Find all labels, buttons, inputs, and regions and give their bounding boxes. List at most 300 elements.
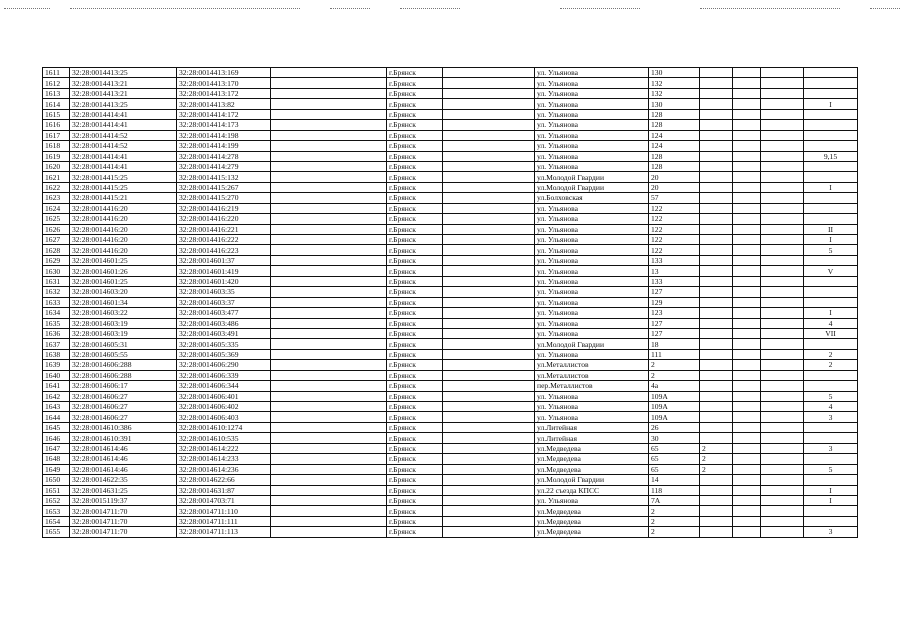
settlement-cell: г.Брянск <box>387 151 443 161</box>
col-empty-d-cell <box>733 203 761 213</box>
house-number-cell: 118 <box>649 485 700 495</box>
row-number-cell: 1654 <box>43 516 70 526</box>
settlement-cell: г.Брянск <box>387 308 443 318</box>
row-number-cell: 1620 <box>43 161 70 171</box>
street-cell: ул.Литейная <box>535 422 649 432</box>
col-empty-a-cell <box>271 130 387 140</box>
col-empty-d-cell <box>733 485 761 495</box>
parcel-cadastral-number-cell: 32:28:0014414:52 <box>70 141 177 151</box>
street-cell: ул.Литейная <box>535 433 649 443</box>
parcel-cadastral-number-cell: 32:28:0014610:391 <box>70 433 177 443</box>
house-number-cell: 128 <box>649 151 700 161</box>
building-part-cell <box>700 381 733 391</box>
street-cell: ул. Ульянова <box>535 328 649 338</box>
street-cell: ул. Ульянова <box>535 109 649 119</box>
house-number-cell: 2 <box>649 360 700 370</box>
apartment-cell: I <box>804 485 858 495</box>
parcel-cadastral-number-cell: 32:28:0014711:70 <box>70 516 177 526</box>
table-row <box>43 527 858 537</box>
row-number-cell: 1655 <box>43 527 70 537</box>
table-row <box>43 506 858 516</box>
house-number-cell: 122 <box>649 245 700 255</box>
apartment-cell <box>804 433 858 443</box>
street-cell: ул. Ульянова <box>535 391 649 401</box>
settlement-cell: г.Брянск <box>387 516 443 526</box>
row-number-cell: 1612 <box>43 78 70 88</box>
object-cadastral-number-cell: 32:28:0014606:290 <box>177 360 271 370</box>
col-empty-b-cell <box>443 130 535 140</box>
col-empty-e-cell <box>761 328 804 338</box>
col-empty-b-cell <box>443 527 535 537</box>
table-row <box>43 182 858 192</box>
col-empty-e-cell <box>761 276 804 286</box>
table-row <box>43 68 858 78</box>
building-part-cell <box>700 402 733 412</box>
apartment-cell <box>804 78 858 88</box>
col-empty-a-cell <box>271 443 387 453</box>
col-empty-a-cell <box>271 485 387 495</box>
house-number-cell: 65 <box>649 464 700 474</box>
col-empty-b-cell <box>443 443 535 453</box>
settlement-cell: г.Брянск <box>387 349 443 359</box>
street-cell: ул. Ульянова <box>535 224 649 234</box>
house-number-cell: 2 <box>649 370 700 380</box>
col-empty-d-cell <box>733 120 761 130</box>
col-empty-e-cell <box>761 235 804 245</box>
object-cadastral-number-cell: 32:28:0014631:87 <box>177 485 271 495</box>
building-part-cell <box>700 328 733 338</box>
object-cadastral-number-cell: 32:28:0014603:35 <box>177 287 271 297</box>
col-empty-d-cell <box>733 245 761 255</box>
building-part-cell <box>700 120 733 130</box>
house-number-cell: 65 <box>649 443 700 453</box>
col-empty-a-cell <box>271 151 387 161</box>
table-row <box>43 255 858 265</box>
object-cadastral-number-cell: 32:28:0014605:335 <box>177 339 271 349</box>
col-empty-d-cell <box>733 527 761 537</box>
col-empty-a-cell <box>271 422 387 432</box>
settlement-cell: г.Брянск <box>387 391 443 401</box>
row-number-cell: 1618 <box>43 141 70 151</box>
settlement-cell: г.Брянск <box>387 402 443 412</box>
street-cell: ул. Ульянова <box>535 349 649 359</box>
col-empty-b-cell <box>443 433 535 443</box>
col-empty-e-cell <box>761 475 804 485</box>
house-number-cell: 127 <box>649 328 700 338</box>
settlement-cell: г.Брянск <box>387 161 443 171</box>
table-body <box>43 68 858 538</box>
parcel-cadastral-number-cell: 32:28:0014606:288 <box>70 360 177 370</box>
row-number-cell: 1641 <box>43 381 70 391</box>
col-empty-a-cell <box>271 412 387 422</box>
settlement-cell: г.Брянск <box>387 475 443 485</box>
col-empty-a-cell <box>271 203 387 213</box>
street-cell: ул. Ульянова <box>535 68 649 78</box>
col-empty-b-cell <box>443 422 535 432</box>
object-cadastral-number-cell: 32:28:0014414:278 <box>177 151 271 161</box>
col-empty-b-cell <box>443 349 535 359</box>
col-empty-e-cell <box>761 224 804 234</box>
parcel-cadastral-number-cell: 32:28:0014416:20 <box>70 214 177 224</box>
col-empty-e-cell <box>761 161 804 171</box>
col-empty-b-cell <box>443 412 535 422</box>
col-empty-d-cell <box>733 506 761 516</box>
col-empty-e-cell <box>761 454 804 464</box>
col-empty-d-cell <box>733 78 761 88</box>
col-empty-e-cell <box>761 402 804 412</box>
object-cadastral-number-cell: 32:28:0014606:401 <box>177 391 271 401</box>
row-number-cell: 1647 <box>43 443 70 453</box>
col-empty-e-cell <box>761 130 804 140</box>
col-empty-b-cell <box>443 172 535 182</box>
parcel-cadastral-number-cell: 32:28:0014601:25 <box>70 276 177 286</box>
col-empty-d-cell <box>733 182 761 192</box>
apartment-cell: 5 <box>804 245 858 255</box>
settlement-cell: г.Брянск <box>387 141 443 151</box>
object-cadastral-number-cell: 32:28:0014614:236 <box>177 464 271 474</box>
col-empty-a-cell <box>271 433 387 443</box>
table-row <box>43 245 858 255</box>
col-empty-b-cell <box>443 339 535 349</box>
building-part-cell <box>700 255 733 265</box>
house-number-cell: 124 <box>649 141 700 151</box>
table-row <box>43 308 858 318</box>
street-cell: ул.Металлистов <box>535 370 649 380</box>
object-cadastral-number-cell: 32:28:0014601:420 <box>177 276 271 286</box>
object-cadastral-number-cell: 32:28:0014413:169 <box>177 68 271 78</box>
apartment-cell <box>804 297 858 307</box>
apartment-cell <box>804 255 858 265</box>
house-number-cell: 132 <box>649 88 700 98</box>
col-empty-e-cell <box>761 412 804 422</box>
street-cell: ул. Ульянова <box>535 235 649 245</box>
parcel-cadastral-number-cell: 32:28:0014606:288 <box>70 370 177 380</box>
table-row <box>43 328 858 338</box>
settlement-cell: г.Брянск <box>387 495 443 505</box>
house-number-cell: 65 <box>649 454 700 464</box>
col-empty-e-cell <box>761 381 804 391</box>
row-number-cell: 1625 <box>43 214 70 224</box>
object-cadastral-number-cell: 32:28:0014601:419 <box>177 266 271 276</box>
apartment-cell: 3 <box>804 443 858 453</box>
parcel-cadastral-number-cell: 32:28:0014711:70 <box>70 527 177 537</box>
col-empty-a-cell <box>271 214 387 224</box>
apartment-cell <box>804 203 858 213</box>
building-part-cell: 2 <box>700 443 733 453</box>
col-empty-e-cell <box>761 78 804 88</box>
street-cell: ул. Ульянова <box>535 78 649 88</box>
col-empty-e-cell <box>761 172 804 182</box>
settlement-cell: г.Брянск <box>387 422 443 432</box>
col-empty-d-cell <box>733 297 761 307</box>
street-cell: ул.22 съезда КПСС <box>535 485 649 495</box>
col-empty-e-cell <box>761 120 804 130</box>
object-cadastral-number-cell: 32:28:0014603:37 <box>177 297 271 307</box>
building-part-cell <box>700 235 733 245</box>
col-empty-d-cell <box>733 422 761 432</box>
col-empty-d-cell <box>733 318 761 328</box>
house-number-cell: 2 <box>649 516 700 526</box>
object-cadastral-number-cell: 32:28:0014415:132 <box>177 172 271 182</box>
apartment-cell <box>804 161 858 171</box>
row-number-cell: 1621 <box>43 172 70 182</box>
col-empty-e-cell <box>761 88 804 98</box>
row-number-cell: 1632 <box>43 287 70 297</box>
apartment-cell <box>804 516 858 526</box>
table-row <box>43 495 858 505</box>
settlement-cell: г.Брянск <box>387 88 443 98</box>
house-number-cell: 14 <box>649 475 700 485</box>
street-cell: ул.Медведева <box>535 464 649 474</box>
table-row <box>43 433 858 443</box>
parcel-cadastral-number-cell: 32:28:0014606:27 <box>70 402 177 412</box>
row-number-cell: 1613 <box>43 88 70 98</box>
col-empty-b-cell <box>443 297 535 307</box>
house-number-cell: 57 <box>649 193 700 203</box>
col-empty-b-cell <box>443 475 535 485</box>
col-empty-e-cell <box>761 422 804 432</box>
apartment-cell <box>804 370 858 380</box>
col-empty-b-cell <box>443 255 535 265</box>
row-number-cell: 1631 <box>43 276 70 286</box>
settlement-cell: г.Брянск <box>387 99 443 109</box>
settlement-cell: г.Брянск <box>387 255 443 265</box>
col-empty-d-cell <box>733 130 761 140</box>
parcel-cadastral-number-cell: 32:28:0014606:27 <box>70 391 177 401</box>
parcel-cadastral-number-cell: 32:28:0014601:25 <box>70 255 177 265</box>
table-row <box>43 266 858 276</box>
apartment-cell: 4 <box>804 318 858 328</box>
parcel-cadastral-number-cell: 32:28:0014614:46 <box>70 443 177 453</box>
col-empty-a-cell <box>271 255 387 265</box>
building-part-cell <box>700 68 733 78</box>
col-empty-b-cell <box>443 495 535 505</box>
col-empty-b-cell <box>443 360 535 370</box>
col-empty-d-cell <box>733 328 761 338</box>
table-row <box>43 370 858 380</box>
parcel-cadastral-number-cell: 32:28:0014413:25 <box>70 68 177 78</box>
table-row <box>43 475 858 485</box>
house-number-cell: 128 <box>649 120 700 130</box>
row-number-cell: 1628 <box>43 245 70 255</box>
street-cell: ул. Ульянова <box>535 203 649 213</box>
col-empty-b-cell <box>443 328 535 338</box>
settlement-cell: г.Брянск <box>387 328 443 338</box>
street-cell: ул. Ульянова <box>535 88 649 98</box>
apartment-cell <box>804 381 858 391</box>
parcel-cadastral-number-cell: 32:28:0014414:41 <box>70 109 177 119</box>
apartment-cell: 2 <box>804 349 858 359</box>
col-empty-e-cell <box>761 433 804 443</box>
col-empty-a-cell <box>271 349 387 359</box>
col-empty-a-cell <box>271 161 387 171</box>
col-empty-d-cell <box>733 161 761 171</box>
col-empty-b-cell <box>443 402 535 412</box>
parcel-cadastral-number-cell: 32:28:0014614:46 <box>70 464 177 474</box>
col-empty-b-cell <box>443 224 535 234</box>
street-cell: ул. Ульянова <box>535 214 649 224</box>
settlement-cell: г.Брянск <box>387 78 443 88</box>
street-cell: ул.Молодой Гвардии <box>535 172 649 182</box>
col-empty-b-cell <box>443 214 535 224</box>
col-empty-b-cell <box>443 381 535 391</box>
object-cadastral-number-cell: 32:28:0014622:66 <box>177 475 271 485</box>
settlement-cell: г.Брянск <box>387 109 443 119</box>
col-empty-d-cell <box>733 412 761 422</box>
settlement-cell: г.Брянск <box>387 224 443 234</box>
table-row <box>43 161 858 171</box>
building-part-cell <box>700 506 733 516</box>
house-number-cell: 20 <box>649 182 700 192</box>
col-empty-a-cell <box>271 235 387 245</box>
table-row <box>43 443 858 453</box>
col-empty-a-cell <box>271 141 387 151</box>
table-row <box>43 297 858 307</box>
object-cadastral-number-cell: 32:28:0014414:199 <box>177 141 271 151</box>
object-cadastral-number-cell: 32:28:0014416:222 <box>177 235 271 245</box>
table-row <box>43 172 858 182</box>
house-number-cell: 122 <box>649 224 700 234</box>
col-empty-b-cell <box>443 485 535 495</box>
building-part-cell <box>700 214 733 224</box>
col-empty-b-cell <box>443 287 535 297</box>
table-row <box>43 516 858 526</box>
row-number-cell: 1637 <box>43 339 70 349</box>
parcel-cadastral-number-cell: 32:28:0014415:21 <box>70 193 177 203</box>
col-empty-d-cell <box>733 109 761 119</box>
building-part-cell <box>700 78 733 88</box>
building-part-cell <box>700 360 733 370</box>
apartment-cell: VII <box>804 328 858 338</box>
col-empty-b-cell <box>443 203 535 213</box>
street-cell: ул.Медведева <box>535 506 649 516</box>
apartment-cell: I <box>804 495 858 505</box>
object-cadastral-number-cell: 32:28:0014605:369 <box>177 349 271 359</box>
row-number-cell: 1648 <box>43 454 70 464</box>
table-row <box>43 193 858 203</box>
apartment-cell <box>804 287 858 297</box>
apartment-cell <box>804 141 858 151</box>
col-empty-a-cell <box>271 308 387 318</box>
apartment-cell <box>804 214 858 224</box>
col-empty-b-cell <box>443 516 535 526</box>
col-empty-e-cell <box>761 495 804 505</box>
building-part-cell <box>700 422 733 432</box>
row-number-cell: 1653 <box>43 506 70 516</box>
object-cadastral-number-cell: 32:28:0014415:270 <box>177 193 271 203</box>
col-empty-d-cell <box>733 433 761 443</box>
col-empty-b-cell <box>443 68 535 78</box>
building-part-cell <box>700 203 733 213</box>
table-row <box>43 99 858 109</box>
parcel-cadastral-number-cell: 32:28:0014413:25 <box>70 99 177 109</box>
table-row <box>43 422 858 432</box>
parcel-cadastral-number-cell: 32:28:0014415:25 <box>70 172 177 182</box>
apartment-cell: II <box>804 224 858 234</box>
col-empty-b-cell <box>443 266 535 276</box>
col-empty-a-cell <box>271 88 387 98</box>
col-empty-d-cell <box>733 99 761 109</box>
table-row <box>43 381 858 391</box>
col-empty-b-cell <box>443 193 535 203</box>
object-cadastral-number-cell: 32:28:0014603:477 <box>177 308 271 318</box>
building-part-cell <box>700 485 733 495</box>
settlement-cell: г.Брянск <box>387 381 443 391</box>
col-empty-e-cell <box>761 506 804 516</box>
table-row <box>43 464 858 474</box>
row-number-cell: 1624 <box>43 203 70 213</box>
apartment-cell <box>804 68 858 78</box>
building-part-cell <box>700 109 733 119</box>
house-number-cell: 128 <box>649 161 700 171</box>
building-part-cell <box>700 370 733 380</box>
building-part-cell: 2 <box>700 454 733 464</box>
col-empty-a-cell <box>271 99 387 109</box>
object-cadastral-number-cell: 32:28:0014711:113 <box>177 527 271 537</box>
table-row <box>43 235 858 245</box>
row-number-cell: 1617 <box>43 130 70 140</box>
col-empty-d-cell <box>733 349 761 359</box>
row-number-cell: 1630 <box>43 266 70 276</box>
settlement-cell: г.Брянск <box>387 130 443 140</box>
col-empty-d-cell <box>733 287 761 297</box>
col-empty-a-cell <box>271 224 387 234</box>
parcel-cadastral-number-cell: 32:28:0014413:21 <box>70 88 177 98</box>
street-cell: ул. Ульянова <box>535 318 649 328</box>
parcel-cadastral-number-cell: 32:28:0014622:35 <box>70 475 177 485</box>
row-number-cell: 1642 <box>43 391 70 401</box>
col-empty-e-cell <box>761 266 804 276</box>
settlement-cell: г.Брянск <box>387 443 443 453</box>
row-number-cell: 1646 <box>43 433 70 443</box>
col-empty-d-cell <box>733 235 761 245</box>
col-empty-a-cell <box>271 402 387 412</box>
table-row <box>43 214 858 224</box>
parcel-cadastral-number-cell: 32:28:0014416:20 <box>70 245 177 255</box>
apartment-cell <box>804 422 858 432</box>
table-row <box>43 109 858 119</box>
house-number-cell: 26 <box>649 422 700 432</box>
col-empty-a-cell <box>271 339 387 349</box>
house-number-cell: 127 <box>649 287 700 297</box>
table-row <box>43 391 858 401</box>
street-cell: ул. Ульянова <box>535 495 649 505</box>
object-cadastral-number-cell: 32:28:0014601:37 <box>177 255 271 265</box>
street-cell: ул. Ульянова <box>535 287 649 297</box>
parcel-cadastral-number-cell: 32:28:0014603:22 <box>70 308 177 318</box>
col-empty-a-cell <box>271 495 387 505</box>
col-empty-a-cell <box>271 454 387 464</box>
parcel-cadastral-number-cell: 32:28:0014601:34 <box>70 297 177 307</box>
parcel-cadastral-number-cell: 32:28:0014606:27 <box>70 412 177 422</box>
street-cell: ул. Ульянова <box>535 151 649 161</box>
row-number-cell: 1639 <box>43 360 70 370</box>
house-number-cell: 111 <box>649 349 700 359</box>
house-number-cell: 4а <box>649 381 700 391</box>
col-empty-e-cell <box>761 516 804 526</box>
street-cell: ул. Ульянова <box>535 161 649 171</box>
object-cadastral-number-cell: 32:28:0014603:486 <box>177 318 271 328</box>
street-cell: ул.Медведева <box>535 443 649 453</box>
parcel-cadastral-number-cell: 32:28:0014603:19 <box>70 318 177 328</box>
object-cadastral-number-cell: 32:28:0014414:173 <box>177 120 271 130</box>
building-part-cell <box>700 172 733 182</box>
col-empty-e-cell <box>761 297 804 307</box>
col-empty-b-cell <box>443 120 535 130</box>
row-number-cell: 1634 <box>43 308 70 318</box>
object-cadastral-number-cell: 32:28:0014415:267 <box>177 182 271 192</box>
object-cadastral-number-cell: 32:28:0014416:221 <box>177 224 271 234</box>
